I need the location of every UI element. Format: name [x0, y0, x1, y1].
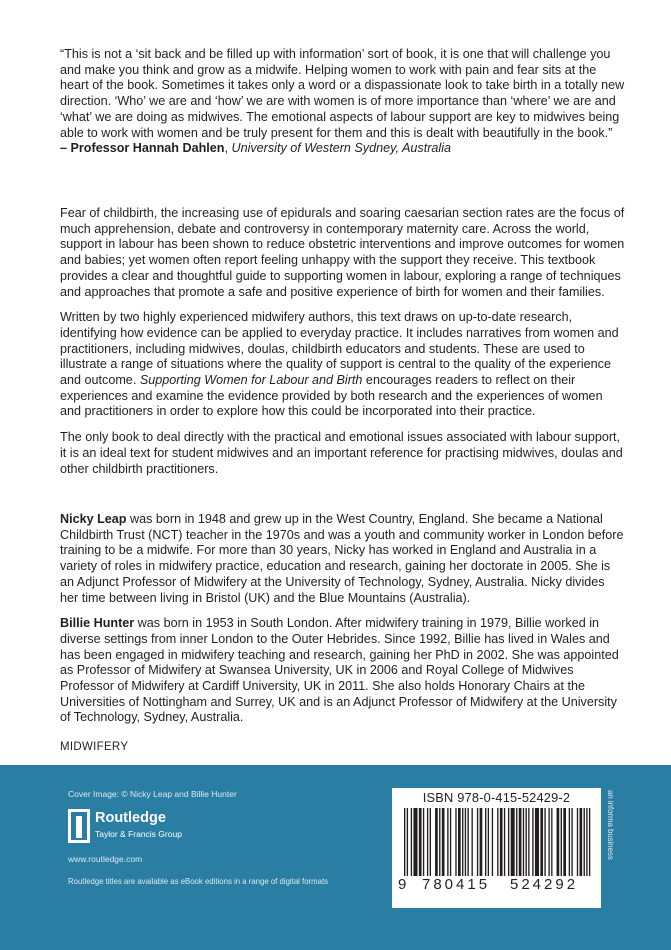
description-paragraph-3: The only book to deal directly with the practical and emotional issues associated with labour support, it is an ideal text for student midwives and an important reference for practising midwives, doulas and other childbirth practitioners. — [60, 430, 623, 476]
ean-first-digit: 9 — [398, 876, 407, 893]
routledge-mark-icon — [68, 809, 90, 843]
ebook-availability-note: Routledge titles are available as eBook editions in a range of digital formats — [68, 877, 329, 886]
cover-image-credit: Cover Image: © Nicky Leap and Billie Hunter — [68, 789, 237, 799]
publisher-group: Taylor & Francis Group — [95, 829, 182, 839]
description-paragraph-2-end: encourages readers to reflect on their experiences and examine the evidence provided by both research and the experiences of women and practitioners in order to explore how this could be incorporated into their practice. — [60, 373, 603, 419]
barcode-bar — [523, 808, 524, 876]
author-bio — [60, 616, 626, 726]
subject-category: MIDWIFERY — [60, 741, 129, 753]
quote-attribution-separator: , — [224, 141, 232, 156]
barcode-bar — [519, 808, 522, 876]
quote-attribution-name: – Professor Hannah Dahlen — [60, 141, 225, 156]
barcode-bar — [492, 808, 493, 876]
barcode-bar — [504, 808, 505, 876]
barcode-bar — [584, 808, 585, 876]
author-name: Billie Hunter — [60, 616, 135, 631]
barcode-bar — [580, 808, 583, 876]
barcode-bar — [442, 808, 445, 876]
barcode-bar — [528, 808, 529, 876]
barcode-bar — [480, 808, 483, 876]
barcode-bar — [458, 808, 461, 876]
barcode-bar — [577, 808, 578, 876]
barcode-bar — [511, 808, 515, 876]
ean-right-group: 524292 — [510, 876, 579, 893]
quote-attribution-affiliation: University of Western Sydney, Australia — [231, 141, 452, 156]
barcode-bar — [439, 808, 440, 876]
barcode-bar — [435, 808, 438, 876]
isbn-text: ISBN 978-0-415-52429-2 — [422, 790, 571, 805]
barcode-bar — [455, 808, 456, 876]
barcode-bar — [569, 808, 570, 876]
author-bio — [60, 512, 626, 606]
barcode-bar — [404, 808, 405, 876]
barcode-bar — [477, 808, 478, 876]
barcode-bar — [563, 808, 566, 876]
ean-left-group: 780415 — [422, 876, 491, 893]
barcode-bar — [551, 808, 552, 876]
barcode-bar — [462, 808, 463, 876]
endorsement-quote — [60, 47, 626, 167]
barcode-bar — [532, 808, 533, 876]
barcode-bar — [413, 808, 417, 876]
barcode-bar — [419, 808, 422, 876]
publisher-footer-band — [0, 765, 671, 950]
quote-text: “This is not a ‘sit back and be filled up with information’ sort of book, it is one that will challenge you and make you think and grow as a midwife. Helping women to work with pain and fear sits at the heart of the book. Sometimes it takes only a word or a dispassionate look to take birth in a totally new direction. ‘Who’ we are and ‘how’ we are with women is of more importance than ‘where’ we are and ‘what’ we are doing as midwives. The emotional aspects of labour support are key to midwives being able to work with women and be truly present for them and this is dealt with beautifully in the book.” — [60, 47, 625, 140]
barcode-bar — [407, 808, 408, 876]
publisher-website[interactable]: www.routledge.com — [68, 854, 143, 864]
barcode-bar — [561, 808, 562, 876]
barcode-bar — [557, 808, 560, 876]
barcode-bar — [447, 808, 448, 876]
author-name: Nicky Leap — [60, 512, 127, 526]
publisher-name: Routledge — [95, 810, 166, 826]
barcode-bar — [516, 808, 517, 876]
barcode-bar — [467, 808, 468, 876]
barcode-bar — [508, 808, 509, 876]
barcode-bar — [497, 808, 498, 876]
author-bios — [60, 512, 626, 736]
routledge-logo — [68, 809, 198, 849]
author-bio-text: was born in 1948 and grew up in the West Country, England. She became a National Childbirth Trust (NCT) teacher in the 1970s and was a youth and community worker in London before training to be a midwife. For more than 30 years, Nicky has worked in England and Australia in a variety of roles in midwifery practice, education and research, gaining her doctorate in 2005. She is an Adjunct Professor of Midwifery at the University of Technology, Sydney, Australia. Nicky divides her time between living in Bristol (UK) and the Blue Mountains (Australia). — [60, 512, 624, 605]
barcode-bar — [427, 808, 428, 876]
informa-business-label — [600, 790, 620, 908]
barcode-bar — [450, 808, 451, 876]
barcode-bar — [500, 808, 503, 876]
barcode-bar — [423, 808, 424, 876]
barcode-bar — [430, 808, 431, 876]
barcode-bar — [488, 808, 489, 876]
description-paragraph-2 — [60, 310, 626, 420]
barcode-bar — [526, 808, 527, 876]
barcode-bar — [586, 808, 587, 876]
barcode-bar — [535, 808, 539, 876]
book-title-italic: Supporting Women for Labour and Birth — [139, 373, 363, 388]
barcode-bar — [544, 808, 545, 876]
informa-text: an informa business — [606, 790, 615, 860]
barcode-bar — [589, 808, 590, 876]
description-paragraph-2-start: Written by two highly experienced midwifery authors, this text draws on up-to-date research, identifying how evidence can be applied to everyday practice. It includes narratives from women and practitioners, including midwives, doulas, childbirth educators and students. These are used to illustrate a range of situations where the quality of support is central to the quality of the experience and outcome. — [60, 310, 619, 388]
barcode-bar — [571, 808, 572, 876]
isbn-barcode — [392, 788, 601, 908]
barcode-bar — [411, 808, 412, 876]
author-bio-text: was born in 1953 in South London. After midwifery training in 1979, Billie worked in diverse settings from inner London to the Outer Hebrides. Since 1992, Billie has lived in Wales and has been engaged in midwifery teaching and research, gaining her PhD in 2002. She was appointed as Professor of Midwifery at Swansea University, UK in 2006 and Royal College of Midwives Professor of Midwifery at Cardiff University, UK in 2011. She also holds Honorary Chairs at the Universities of Nottingham and Surrey, UK and is an Adjunct Professor of Midwifery at the University of Technology, Sydney, Australia. — [60, 616, 619, 725]
book-description — [60, 206, 626, 487]
barcode-bar — [485, 808, 486, 876]
barcode-bar — [472, 808, 473, 876]
barcode-bar — [540, 808, 543, 876]
barcode-bar — [548, 808, 549, 876]
barcode-bar — [465, 808, 466, 876]
description-paragraph-1: Fear of childbirth, the increasing use of epidurals and soaring caesarian section rates are the focus of much apprehension, debate and controversy in contemporary maternity care. Across the world, support in labour has been shown to reduce obstetric interventions and improve outcomes for women and babies; yet women often report feeling unhappy with the support they receive. This textbook provides a clear and thoughtful guide to supporting women in labour, exploring a range of techniques and approaches that promote a safe and positive experience of birth for women and their families. — [60, 206, 625, 299]
